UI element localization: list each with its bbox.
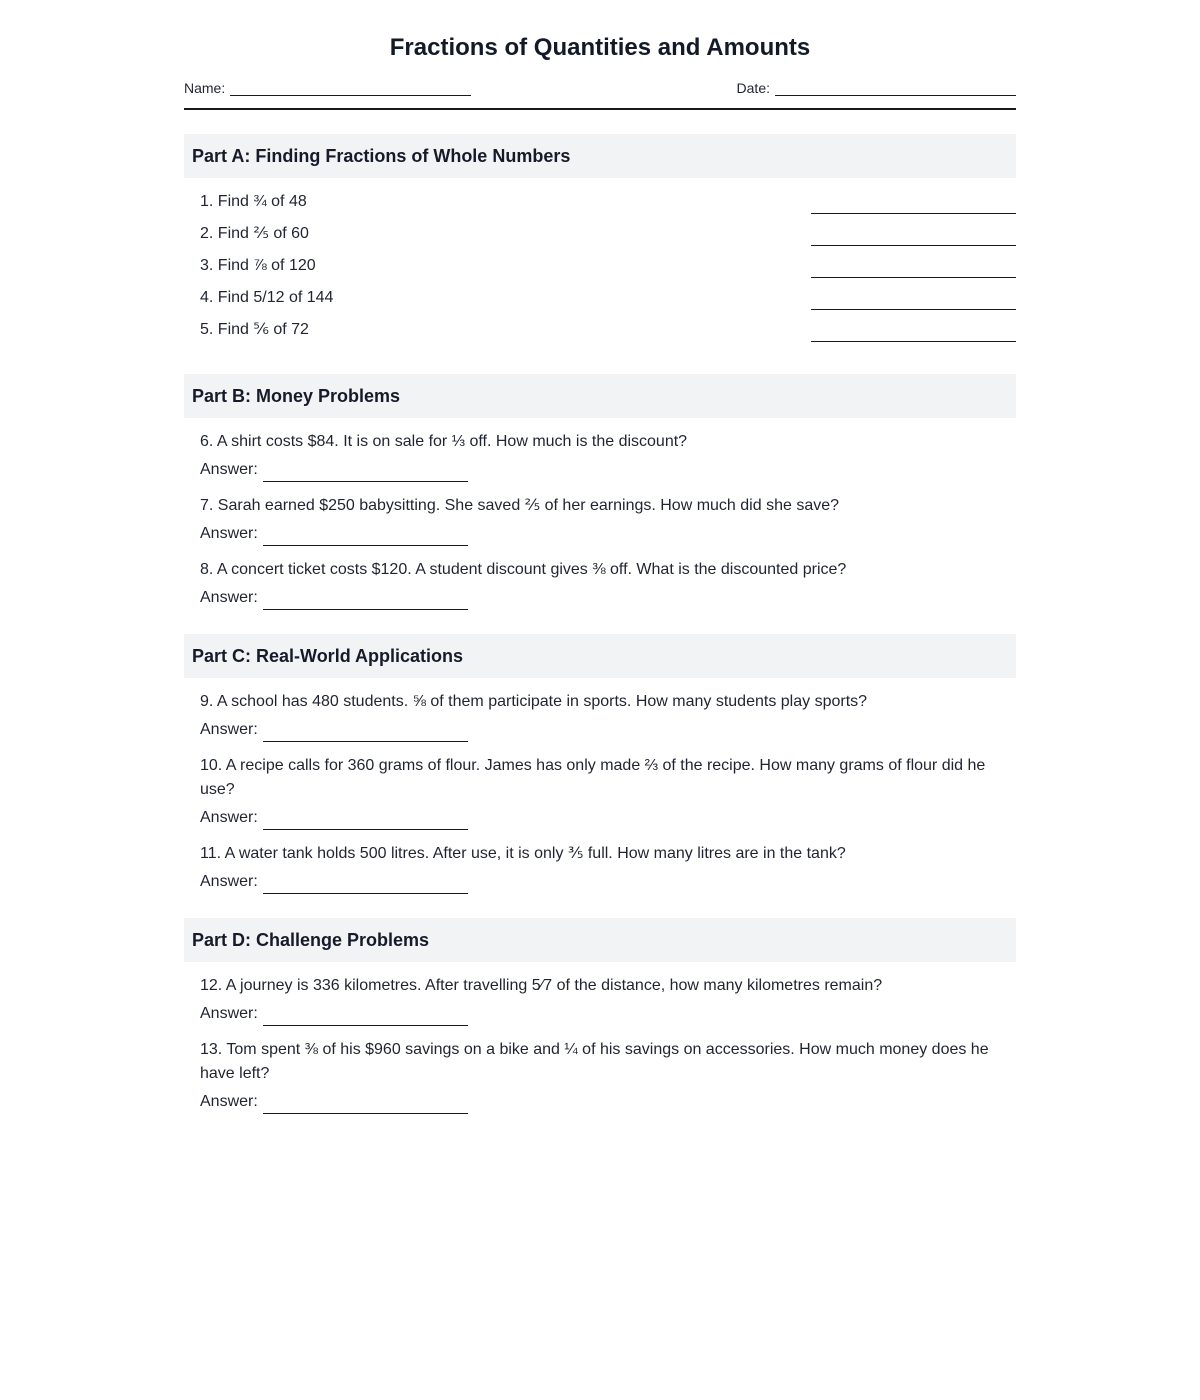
answer-line[interactable]	[263, 525, 468, 546]
name-field	[184, 80, 471, 96]
question-12	[184, 974, 1016, 1026]
date-field	[737, 80, 1016, 96]
question-13	[184, 1038, 1016, 1114]
name-date-row	[184, 78, 1016, 110]
date-input-line[interactable]	[775, 81, 1016, 96]
question-1	[184, 190, 1016, 222]
question-text: 7. Sarah earned $250 babysitting. She saved ⅖ of her earnings. How much did she save?	[200, 497, 840, 514]
worksheet-title: Fractions of Quantities and Amounts	[389, 34, 811, 61]
answer-line[interactable]	[263, 589, 468, 610]
question-8	[184, 558, 1016, 610]
answer-line[interactable]	[811, 325, 1016, 342]
answer-label: Answer:	[200, 1005, 258, 1022]
question-11	[184, 842, 1016, 894]
answer-line[interactable]	[263, 721, 468, 742]
answer-label: Answer:	[200, 873, 258, 890]
answer-label: Answer:	[200, 589, 258, 606]
answer-label: Answer:	[200, 525, 258, 542]
answer-field	[200, 1090, 1000, 1114]
part-c-question-list	[184, 678, 1016, 894]
part-d-question-list	[184, 962, 1016, 1114]
section-heading-part-a: Part A: Finding Fractions of Whole Numbers	[184, 134, 1016, 178]
question-7	[184, 494, 1016, 546]
answer-label: Answer:	[200, 721, 258, 738]
question-4	[184, 286, 1016, 318]
answer-line[interactable]	[811, 229, 1016, 246]
answer-field	[200, 806, 1000, 830]
question-text: 5. Find ⅚ of 72	[200, 321, 309, 338]
question-text: 4. Find 5/12 of 144	[200, 289, 334, 306]
answer-label: Answer:	[200, 809, 258, 826]
name-input-line[interactable]	[230, 81, 471, 96]
answer-field	[200, 458, 1000, 482]
answer-label: Answer:	[200, 461, 258, 478]
question-3	[184, 254, 1016, 286]
date-label: Date:	[736, 80, 770, 96]
answer-line[interactable]	[263, 461, 468, 482]
question-5	[184, 318, 1016, 350]
answer-line[interactable]	[811, 197, 1016, 214]
answer-line[interactable]	[811, 293, 1016, 310]
answer-line[interactable]	[811, 261, 1016, 278]
section-heading-part-b: Part B: Money Problems	[184, 374, 1016, 418]
answer-line[interactable]	[263, 1005, 468, 1026]
section-heading-part-c: Part C: Real-World Applications	[184, 634, 1016, 678]
answer-line[interactable]	[263, 809, 468, 830]
question-text: 12. A journey is 336 kilometres. After travelling 5⁄7 of the distance, how many kilometres remain?	[200, 977, 883, 994]
question-text: 1. Find ¾ of 48	[200, 193, 307, 210]
question-6	[184, 430, 1016, 482]
question-10	[184, 754, 1016, 830]
answer-field	[200, 586, 1000, 610]
section-heading-part-d: Part D: Challenge Problems	[184, 918, 1016, 962]
part-b-question-list	[184, 418, 1016, 610]
answer-field	[200, 522, 1000, 546]
part-a-question-list	[184, 190, 1016, 350]
question-text: 11. A water tank holds 500 litres. After use, it is only ⅗ full. How many litres are in the tank?	[200, 845, 846, 862]
name-label: Name:	[184, 80, 226, 96]
answer-field	[200, 718, 1000, 742]
answer-label: Answer:	[200, 1093, 258, 1110]
answer-field	[200, 870, 1000, 894]
answer-line[interactable]	[263, 873, 468, 894]
worksheet-page	[184, 0, 1016, 1114]
answer-field	[200, 1002, 1000, 1026]
question-2	[184, 222, 1016, 254]
question-text: 2. Find ⅖ of 60	[200, 225, 309, 242]
question-text: 9. A school has 480 students. ⅝ of them participate in sports. How many students play sports?	[200, 693, 868, 710]
question-text: 6. A shirt costs $84. It is on sale for ⅓ off. How much is the discount?	[200, 433, 688, 450]
question-text: 8. A concert ticket costs $120. A student discount gives ⅜ off. What is the discounted price?	[200, 561, 847, 578]
question-9	[184, 690, 1016, 742]
question-text: 3. Find ⅞ of 120	[200, 257, 316, 274]
question-text: 13. Tom spent ⅜ of his $960 savings on a bike and ¼ of his savings on accessories. How much money does he have left?	[200, 1041, 989, 1082]
question-text: 10. A recipe calls for 360 grams of flour. James has only made ⅔ of the recipe. How many grams of flour did he use?	[200, 757, 986, 798]
answer-line[interactable]	[263, 1093, 468, 1114]
